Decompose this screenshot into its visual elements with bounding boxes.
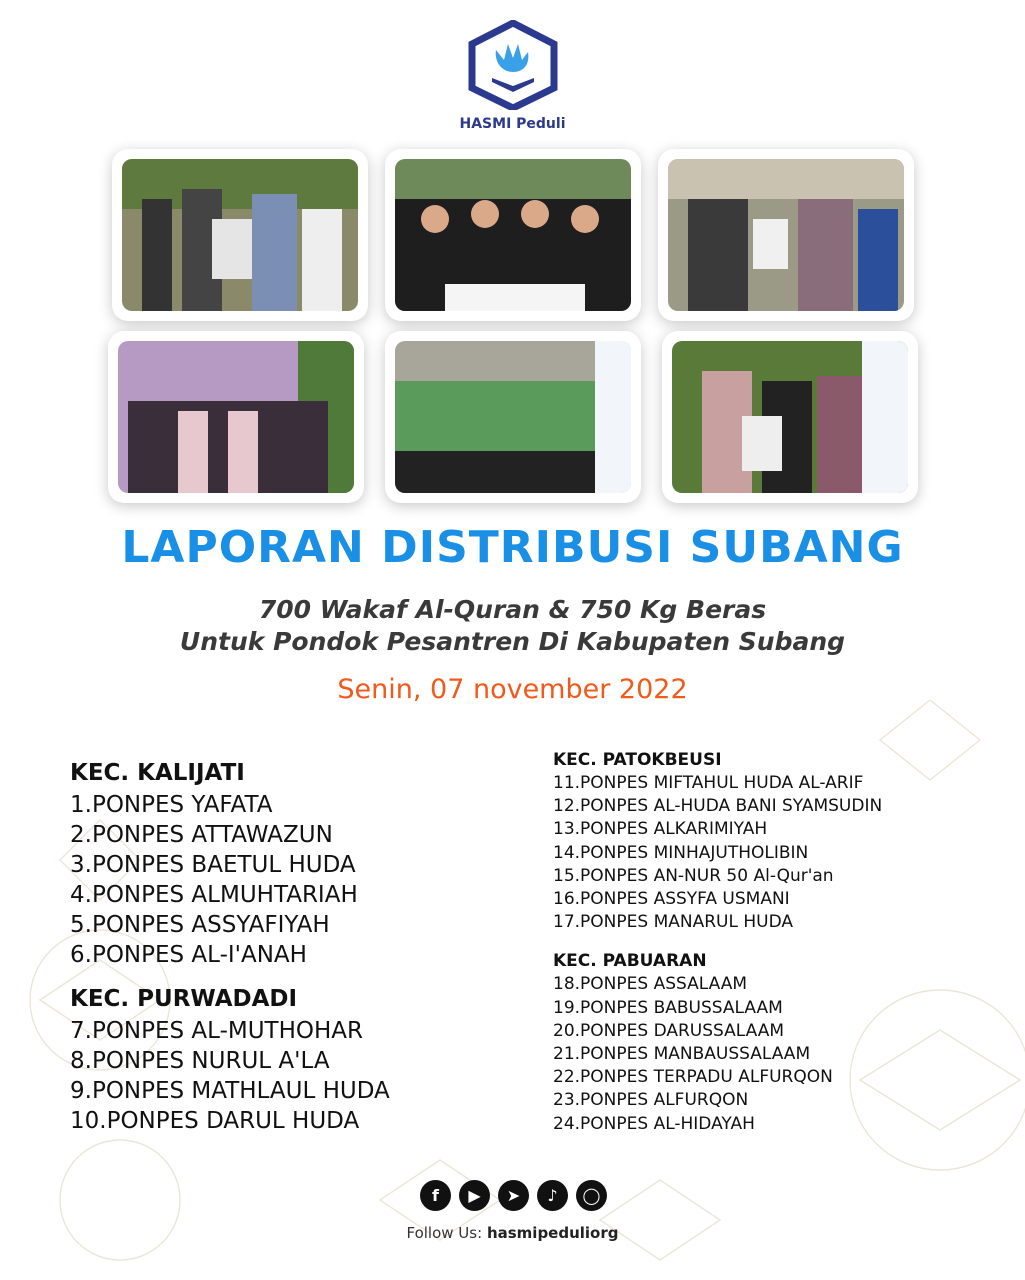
- photo-3: [658, 149, 914, 321]
- list-item: 6.PONPES AL-I'ANAH: [70, 942, 307, 968]
- follow-us: [0, 1224, 1025, 1242]
- page-title: LAPORAN DISTRIBUSI SUBANG: [121, 522, 904, 573]
- facebook-icon[interactable]: f: [420, 1180, 451, 1211]
- follow-label: Follow Us:: [406, 1224, 483, 1242]
- photo-6: [662, 331, 918, 503]
- list-item: 10.PONPES DARUL HUDA: [70, 1108, 360, 1134]
- list-item: 8.PONPES NURUL A'LA: [70, 1048, 330, 1074]
- list-item: 16.PONPES ASSYFA USMANI: [553, 889, 790, 910]
- list-item: 4.PONPES ALMUHTARIAH: [70, 882, 358, 908]
- instagram-icon[interactable]: ◯: [576, 1180, 607, 1211]
- list-item: 23.PONPES ALFURQON: [553, 1090, 749, 1111]
- list-item: 15.PONPES AN-NUR 50 Al-Qur'an: [553, 865, 834, 886]
- list-item: 21.PONPES MANBAUSSALAAM: [553, 1044, 811, 1065]
- list-item: 11.PONPES MIFTAHUL HUDA AL-ARIF: [553, 773, 864, 793]
- tiktok-icon[interactable]: ♪: [537, 1180, 568, 1211]
- list-item: 22.PONPES TERPADU ALFURQON: [553, 1067, 833, 1088]
- list-item: 17.PONPES MANARUL HUDA: [553, 912, 793, 933]
- district-heading-purwadadi: KEC. PURWADADI: [70, 986, 298, 1012]
- district-heading-kalijati: KEC. KALIJATI: [70, 760, 245, 786]
- district-heading-pabuaran: KEC. PABUARAN: [553, 951, 707, 972]
- list-item: 20.PONPES DARUSSALAAM: [553, 1020, 785, 1041]
- telegram-icon[interactable]: ➤: [498, 1180, 529, 1211]
- list-item: 7.PONPES AL-MUTHOHAR: [70, 1018, 364, 1044]
- list-item: 2.PONPES ATTAWAZUN: [70, 822, 333, 848]
- list-item: 14.PONPES MINHAJUTHOLIBIN: [553, 842, 809, 863]
- youtube-icon[interactable]: ▶: [459, 1180, 490, 1211]
- left-district-column: [70, 756, 390, 1136]
- list-item: 24.PONPES AL-HIDAYAH: [553, 1113, 755, 1134]
- photo-5: [385, 331, 641, 503]
- right-district-column: [553, 748, 882, 1136]
- list-item: 18.PONPES ASSALAAM: [553, 974, 747, 995]
- subtitle-line-2: Untuk Pondok Pesantren Di Kabupaten Subang: [179, 627, 846, 656]
- subtitle-line-1: 700 Wakaf Al-Quran & 750 Kg Beras: [258, 595, 767, 624]
- photo-1: [112, 149, 368, 321]
- list-item: 12.PONPES AL-HUDA BANI SYAMSUDIN: [553, 796, 883, 817]
- list-item: 13.PONPES ALKARIMIYAH: [553, 819, 768, 840]
- photo-4: [108, 331, 364, 503]
- district-heading-patokbeusi: KEC. PATOKBEUSI: [553, 750, 722, 770]
- photo-2: [385, 149, 641, 321]
- list-item: 3.PONPES BAETUL HUDA: [70, 852, 356, 878]
- list-item: 9.PONPES MATHLAUL HUDA: [70, 1078, 390, 1104]
- social-handle[interactable]: hasmipeduliorg: [486, 1224, 619, 1242]
- brand-name: HASMI Peduli: [459, 116, 566, 132]
- social-icons: [420, 1180, 607, 1211]
- list-item: 19.PONPES BABUSSALAAM: [553, 997, 783, 1018]
- hasmi-peduli-logo: [466, 20, 560, 110]
- list-item: 5.PONPES ASSYAFIYAH: [70, 912, 330, 938]
- list-item: 1.PONPES YAFATA: [70, 792, 273, 818]
- event-date: Senin, 07 november 2022: [337, 674, 688, 705]
